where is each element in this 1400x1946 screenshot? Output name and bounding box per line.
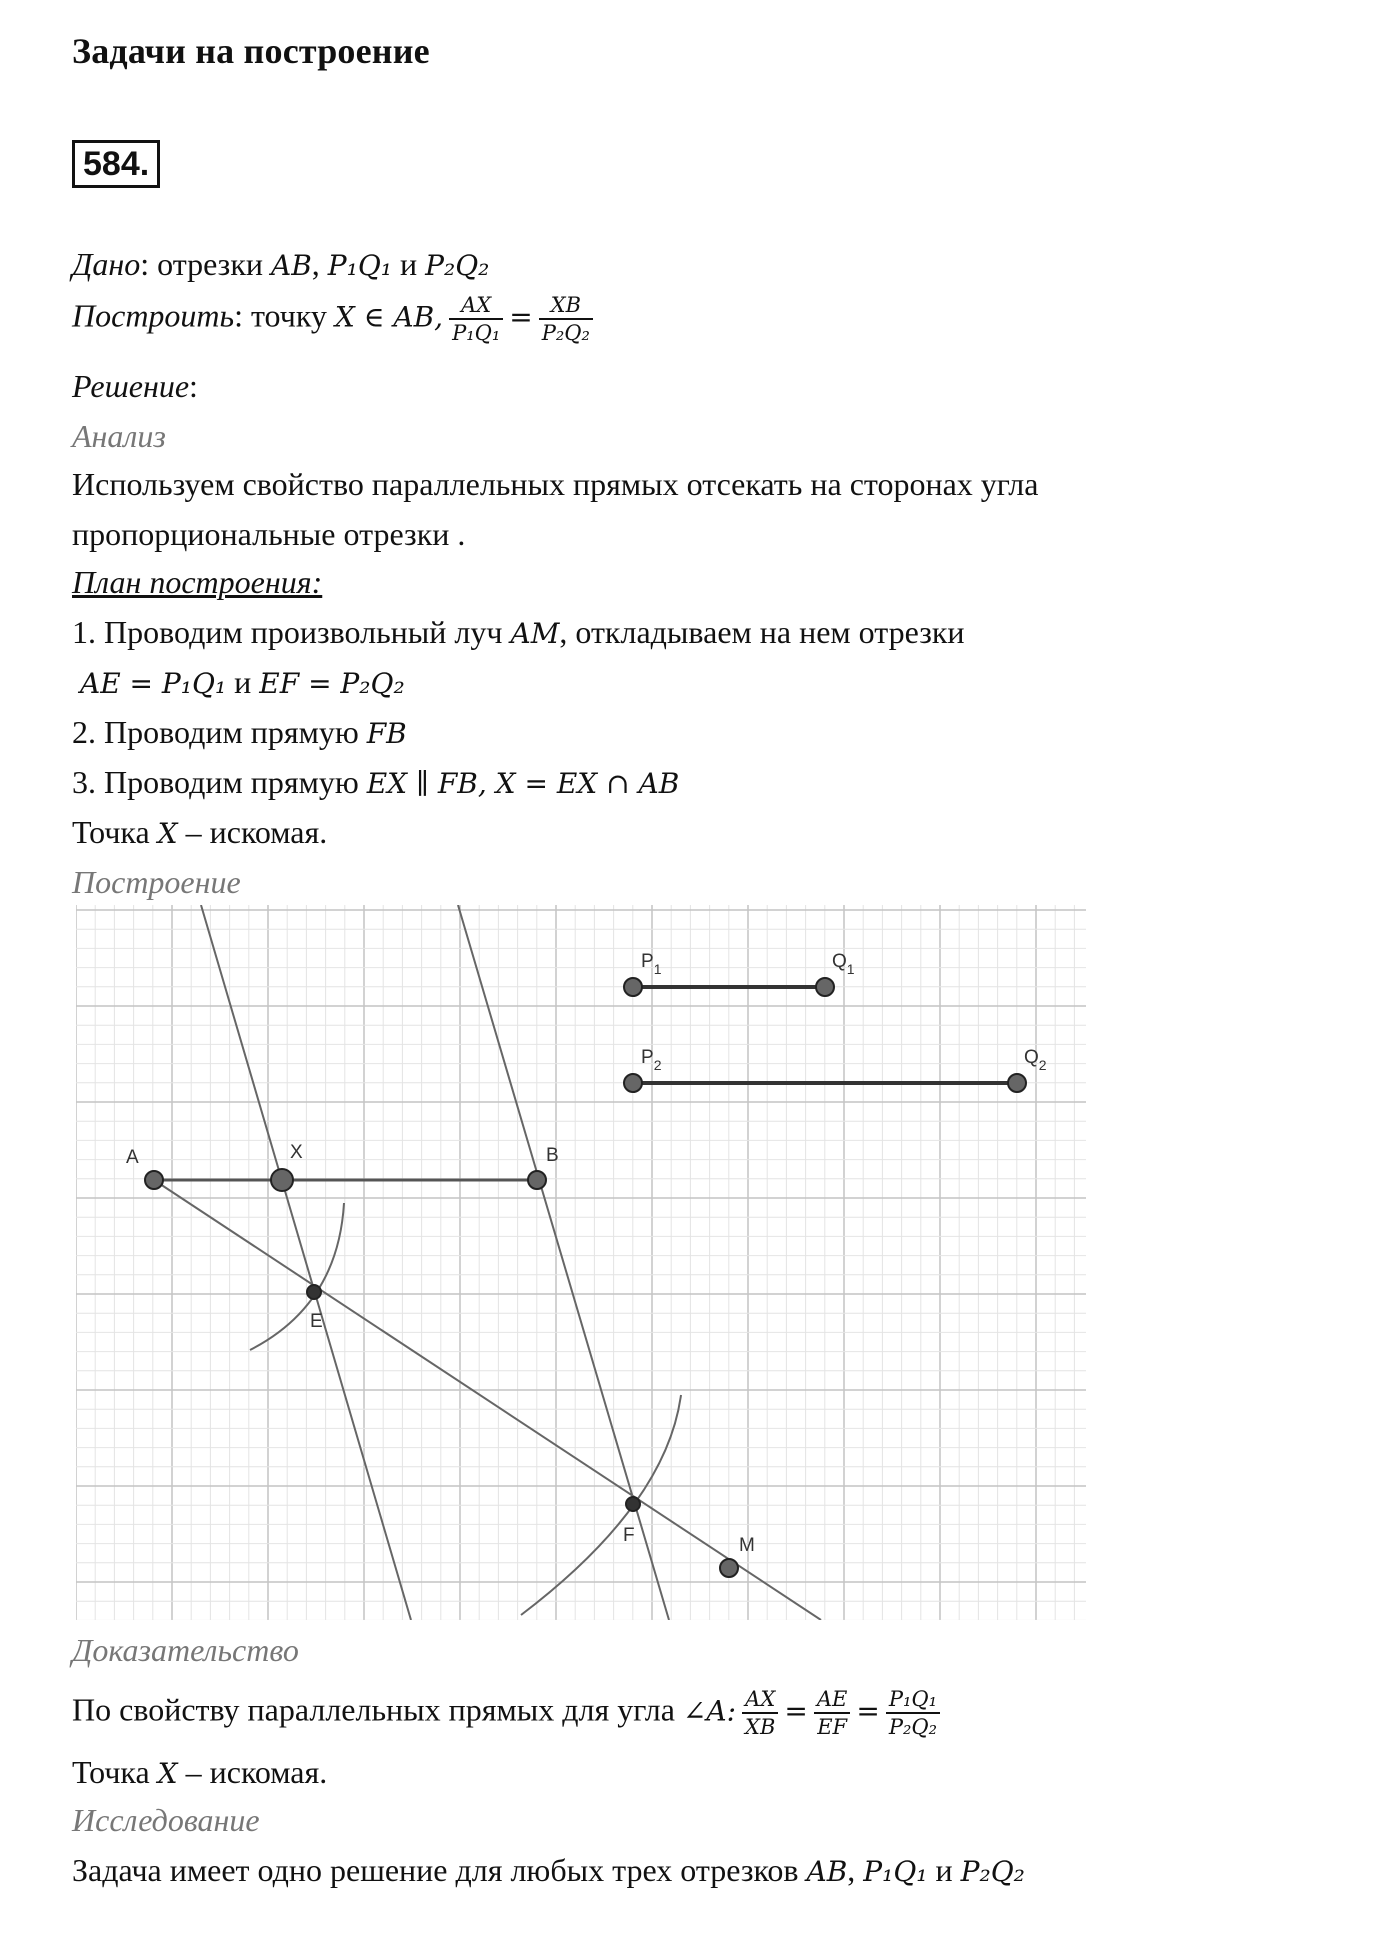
point-f [626, 1497, 640, 1511]
point-text: – искомая. [177, 814, 328, 850]
point-e [307, 1285, 321, 1299]
point-x: X [157, 1757, 178, 1790]
ray-am: AM [510, 617, 560, 650]
eq-ae: AE = P₁Q₁ [80, 667, 227, 700]
analysis-line-2: пропорциональные отрезки . [72, 516, 466, 552]
research-text: Задача имеет одно решение для любых трех отрезков [72, 1852, 807, 1888]
step-text: 2. Проводим прямую [72, 714, 367, 750]
plan-step-1 [72, 612, 965, 654]
fraction-denominator: XB [742, 1712, 778, 1740]
label-letter: Q [1024, 1047, 1039, 1068]
equals-sign: = [509, 300, 533, 334]
point-text: – искомая. [177, 1754, 328, 1790]
label-subscript: 2 [653, 1057, 662, 1073]
construct-text: : точку [234, 297, 335, 334]
label-f: F [623, 1525, 635, 1546]
fraction-numerator: AX [745, 1687, 776, 1711]
seg-p2q2: P₂Q₂ [960, 1855, 1025, 1888]
point-b [528, 1171, 546, 1189]
construct-expr: X ∈ AB, [334, 300, 444, 334]
colon: : [189, 368, 198, 404]
solution-label: Решение [72, 368, 190, 404]
point-text: Точка [72, 814, 158, 850]
construction-lines [154, 905, 821, 1620]
label-subscript: 1 [653, 961, 662, 977]
line-fb [458, 905, 669, 1620]
solution-label-line [72, 366, 198, 406]
given-text: : отрезки [140, 246, 271, 282]
label-x: X [290, 1142, 303, 1163]
eq-ef: EF = P₂Q₂ [259, 667, 405, 700]
point-a [145, 1171, 163, 1189]
fraction-numerator: AE [816, 1687, 848, 1711]
fraction-denominator: P₂Q₂ [539, 318, 593, 346]
given-line [72, 244, 489, 286]
parallel-expr: EX ∥ FB, X = EX ∩ AB [366, 767, 680, 800]
ray-am [154, 1180, 821, 1620]
page-title: Задачи на построение [72, 31, 430, 71]
plan-step-3 [72, 762, 679, 804]
fraction-denominator: P₁Q₁ [449, 318, 503, 346]
given-sep: , [311, 246, 328, 282]
label-letter: P [641, 951, 654, 972]
point-x [271, 1169, 293, 1191]
plan-step-1-cont [80, 662, 405, 704]
label-m: M [739, 1535, 755, 1556]
analysis-line-1: Используем свойство параллельных прямых отсекать на сторонах угла [72, 466, 1039, 502]
seg-p1q1: P₁Q₁ [863, 1855, 928, 1888]
proof-fraction-2 [814, 1686, 851, 1740]
proof-fraction-3 [886, 1686, 940, 1740]
point-text: Точка [72, 1754, 158, 1790]
construct-line [72, 292, 599, 346]
angle-a: ∠A: [682, 1694, 737, 1728]
construct-fraction-2 [539, 292, 593, 346]
equals-sign: = [784, 1694, 808, 1728]
separator: , [847, 1852, 864, 1888]
label-letter: Q [832, 951, 847, 972]
point-p2 [624, 1074, 642, 1092]
equals-sign: = [856, 1694, 880, 1728]
proof-fraction-1 [742, 1686, 778, 1740]
proof-conclusion [72, 1752, 327, 1794]
label-letter: P [641, 1047, 654, 1068]
fraction-numerator: XB [550, 293, 582, 317]
label-subscript: 1 [846, 961, 855, 977]
problem-number: 584. [72, 140, 160, 188]
and-text: и [226, 664, 260, 700]
given-seg-p2q2: P₂Q₂ [425, 249, 490, 282]
plan-step-2 [72, 712, 407, 754]
fraction-denominator: EF [814, 1712, 851, 1740]
grid [76, 905, 1086, 1620]
label-subscript: 2 [1038, 1057, 1047, 1073]
given-label: Дано [72, 246, 141, 282]
fraction-numerator: AX [461, 293, 492, 317]
research-line [72, 1850, 1025, 1892]
step-text: , откладываем на нем отрезки [559, 614, 965, 650]
proof-line [72, 1686, 946, 1740]
arc-e [250, 1203, 344, 1350]
label-e: E [310, 1311, 323, 1332]
label-a: A [126, 1147, 139, 1168]
line-fb: FB [366, 717, 407, 750]
point-m [720, 1559, 738, 1577]
proof-heading: Доказательство [72, 1632, 299, 1668]
points [145, 978, 1026, 1577]
proof-text: По свойству параллельных прямых для угла [72, 1691, 683, 1728]
point-x: X [157, 817, 178, 850]
fraction-denominator: P₂Q₂ [886, 1712, 940, 1740]
construct-fraction-1 [449, 292, 503, 346]
construction-heading: Построение [72, 864, 241, 900]
and-text: и [927, 1852, 961, 1888]
analysis-heading: Анализ [72, 418, 166, 454]
label-b: B [546, 1145, 559, 1166]
research-heading: Исследование [72, 1802, 260, 1838]
given-seg-ab: AB [270, 249, 312, 282]
plan-heading: План построения: [72, 564, 323, 600]
point-q1 [816, 978, 834, 996]
given-seg-p1q1: P₁Q₁ [327, 249, 393, 282]
point-p1 [624, 978, 642, 996]
step-text: 1. Проводим произвольный луч [72, 614, 511, 650]
construct-label: Построить [72, 297, 235, 334]
plan-conclusion [72, 812, 327, 854]
fraction-numerator: P₁Q₁ [888, 1687, 938, 1711]
step-text: 3. Проводим прямую [72, 764, 367, 800]
seg-ab: AB [806, 1855, 848, 1888]
point-q2 [1008, 1074, 1026, 1092]
construction-figure [76, 905, 1086, 1620]
given-and: и [392, 246, 426, 282]
